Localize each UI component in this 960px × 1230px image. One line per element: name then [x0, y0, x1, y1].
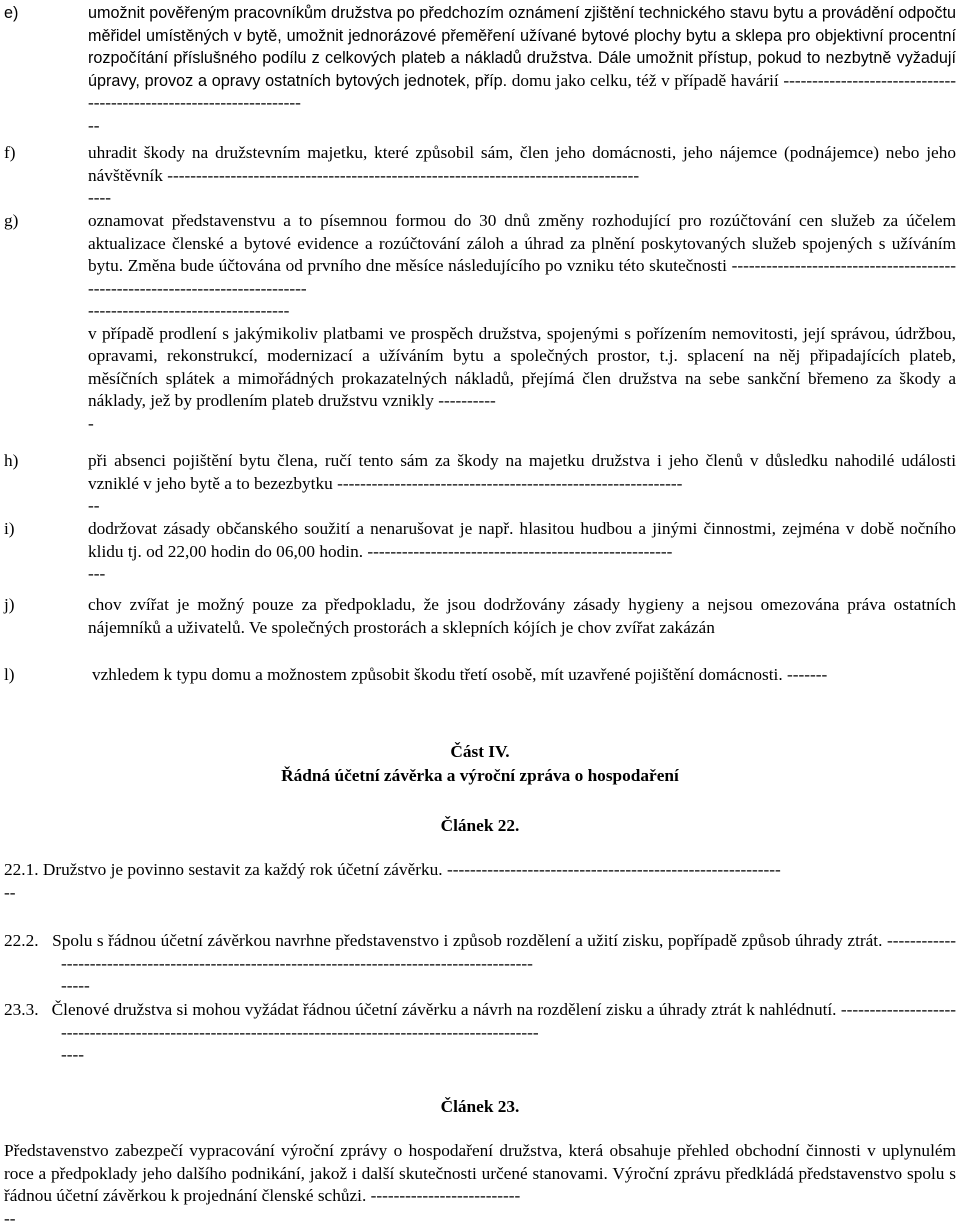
list-text-g: oznamovat představenstvu a to písemnou formou do 30 dnů změny rozhodující pro rozúčtování cen služeb za účelem aktualizace členské a bytové evidence a rozúčtování záloh a úhrad za plnění poskytovaných služeb spojených s užíváním bytu. Změna bude účtována od prvního dne měsíce následujícího po vzniku této skutečnosti: [88, 211, 956, 275]
list-text-i: dodržovat zásady občanského soužití a nenarušovat je např. hlasitou hudbou a jinými činnostmi, zejména v době nočního klidu tj. od 22,00 hodin do 06,00 hodin.: [88, 519, 956, 561]
dash-fill-tail: -----: [61, 976, 90, 995]
paragraph-article-23: [4, 1140, 956, 1230]
paragraph-23-3: [4, 999, 956, 1067]
list-item-g: [4, 210, 956, 435]
dash-fill-tail: --: [88, 496, 100, 515]
list-label-i: i): [4, 519, 15, 538]
list-text-e-cont: domu jako celku, též v případě havárií: [507, 70, 784, 90]
list-text-j: chov zvířat je možný pouze za předpokladu, že jsou dodržovány zásady hygieny a nejsou omezována práva ostatních nájemníků a uživatelů. Ve společných prostorách a sklepních kójích je chov zvířat zakázán: [88, 595, 956, 637]
part-subtitle: Řádná účetní závěrka a výroční zpráva o hospodaření: [281, 766, 679, 785]
paragraph-number: 23.3.: [4, 1000, 39, 1019]
list-text-e: umožnit pověřeným pracovníkům družstva po předchozím oznámení zjištění technického stavu bytu a provádění odpočtu měřidel umístěných v bytě, umožnit jednorázové přeměření užívané bytové plochy bytu a sklepa pro objektivní procentní rozpočítání příslušného podílu z celkových plateb a nákladů družstva. Dále umožnit přístup, pokud to nezbytně vyžadují úpravy, provoz a opravy ostatních bytových jednotek, příp.: [88, 4, 956, 90]
dash-fill-tail: ---: [88, 564, 106, 583]
paragraph-text: Spolu s řádnou účetní závěrkou navrhne představenstvo i způsob rozdělení a užití zisku, popřípadě způsob úhrady ztrát.: [52, 931, 887, 950]
dash-fill: ------------------------------------------------------------: [337, 473, 683, 493]
dash-fill-tail: --: [4, 1208, 16, 1228]
list-text-g-b: v případě prodlení s jakýmikoliv platbami ve prospěch družstva, spojenými s pořízením nemovitosti, její správou, údržbou, opravami, rekonstrukcí, modernizací a užíváním bytu a společných prostor, t.j. splacení na něj připadajících plateb, měsíčních splátek a mimořádných prokazatelných nákladů, přejímá člen družstva na sebe sankční břemeno za škody a náklady, jež by prodlením plateb družstvu vznikly: [88, 323, 956, 410]
dash-fill: -------------------------------------------------------------------------------------------------------: [61, 1000, 956, 1042]
paragraph-22-2: [4, 930, 956, 998]
paragraph-22-1: [4, 859, 956, 904]
dash-fill-tail: ----: [88, 188, 112, 207]
list-label-l: l): [4, 665, 15, 684]
list-item-f: [4, 142, 956, 210]
list-label-e: e): [4, 4, 19, 22]
dash-fill: ----------: [438, 391, 496, 410]
dash-fill: -------------------------------------------------------------------: [88, 70, 956, 112]
list-item-i: [4, 518, 956, 586]
article-22-title: Článek 22.: [440, 816, 520, 835]
paragraph-number: 22.2.: [4, 931, 39, 950]
paragraph-text: Členové družstva si mohou vyžádat řádnou účetní závěrku a návrh na rozdělení zisku a úhrady ztrát k nahlédnutí.: [51, 1000, 841, 1019]
dash-fill: --------------------------: [370, 1186, 521, 1205]
list-label-f: f): [4, 143, 16, 162]
dash-fill-tail: --: [4, 882, 16, 902]
dash-fill: -------: [786, 665, 828, 684]
list-item-e: [4, 2, 956, 137]
dash-fill: ----------------------------------------------------------------------------------: [167, 165, 640, 185]
list-text-h: při absenci pojištění bytu člena, ručí tento sám za škody na majetku družstva i jeho členů v důsledku nahodilé události vzniklé v jeho bytě a to bezezbytku: [88, 451, 956, 493]
dash-fill: ----------------------------------------------------------------------------------------------: [61, 931, 956, 973]
list-item-l: [4, 664, 956, 687]
list-item-j: [4, 594, 956, 639]
list-text-l: vzhledem k typu domu a možnostem způsobit škodu třetí osobě, mít uzavřené pojištění domácnosti.: [92, 665, 787, 684]
dash-fill: ----------------------------------------------------------: [446, 860, 781, 879]
list-label-h: h): [4, 451, 19, 470]
dash-fill: -----------------------------------------------------------------------------: [88, 256, 956, 298]
article-23-title: Článek 23.: [440, 1097, 520, 1116]
list-item-h: [4, 450, 956, 518]
paragraph-text: Družstvo je povinno sestavit za každý rok účetní závěrku.: [42, 860, 447, 879]
dash-fill-tail: --: [88, 115, 100, 135]
list-text-f: uhradit škody na družstevním majetku, které způsobil sám, člen jeho domácnosti, jeho nájemce (podnájemce) nebo jeho návštěvník: [88, 143, 956, 185]
list-label-j: j): [4, 595, 15, 614]
paragraph-number: 22.1.: [4, 860, 39, 879]
list-label-g: g): [4, 211, 19, 230]
dash-fill: -----------------------------------------------------: [367, 541, 673, 561]
dash-fill-tail: -----------------------------------: [88, 301, 290, 320]
part-title: Část IV.: [450, 742, 510, 761]
paragraph-text: Představenstvo zabezpečí vypracování výroční zprávy o hospodaření družstva, která obsahuje přehled obchodní činnosti v uplynulém roce a předpoklady jeho dalšího podnikání, jakož i další skutečnosti určené stanovami. Výroční zprávu předkládá představenstvo spolu s řádnou účetní závěrkou k projednání členské schůzi.: [4, 1141, 956, 1205]
dash-fill-tail: ----: [61, 1045, 85, 1064]
dash-fill-tail: -: [88, 413, 94, 433]
